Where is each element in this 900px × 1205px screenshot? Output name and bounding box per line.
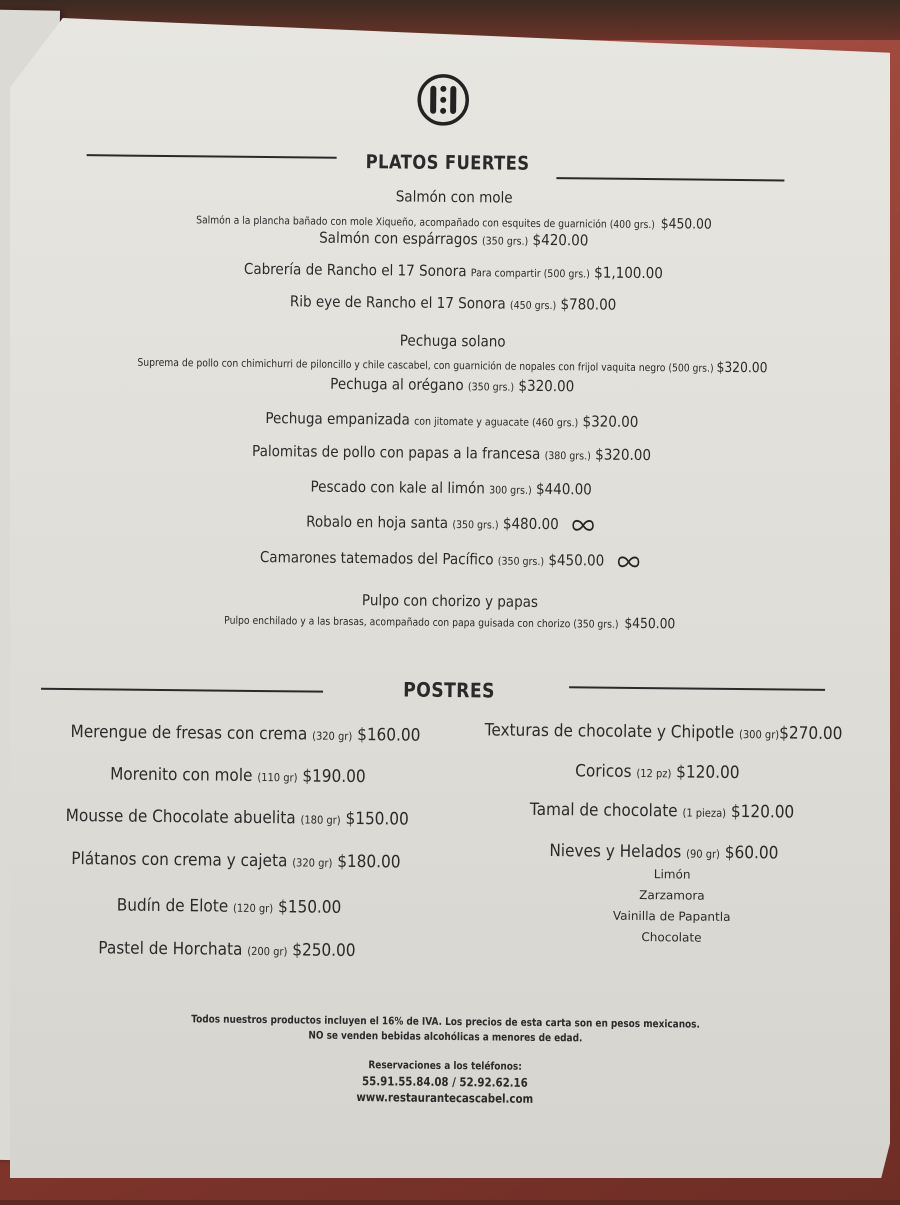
alcohol-note: NO se venden bebidas alcohólicas a menores de edad. [308, 1029, 583, 1045]
main-item-name: Pechuga solano [399, 331, 506, 351]
title-rule-left [41, 688, 323, 692]
title-rule-right [569, 686, 825, 690]
flavor-item: Zarzamora [639, 887, 705, 903]
title-rule-left [87, 154, 337, 158]
section-title-mains: PLATOS FUERTES [365, 151, 530, 175]
restaurant-logo-icon [417, 74, 470, 127]
main-item: Pechuga empanizada con jitomate y aguacate (460 grs.) $320.00 [265, 409, 639, 431]
title-rule-right [556, 177, 784, 181]
main-item-desc: Suprema de pollo con chimichurri de piloncillo y chile cascabel, con guarnición de nopales con frijol vaquita negro (500 grs.) $320.00 [137, 356, 768, 377]
reservations-label: Reservaciones a los teléfonos: [368, 1059, 522, 1073]
flavor-item: Limón [653, 867, 691, 882]
dessert-item: Morenito con mole (110 gr) $190.00 [110, 764, 366, 788]
main-item: Pechuga al orégano (350 grs.) $320.00 [330, 374, 575, 396]
main-item: Rib eye de Rancho el 17 Sonora (450 grs.) $780.00 [289, 292, 617, 314]
dessert-item: Nieves y Helados (90 gr) $60.00 [549, 841, 779, 864]
main-item: Cabrería de Rancho el 17 Sonora Para compartir (500 grs.) $1,100.00 [243, 259, 664, 283]
dessert-item: Plátanos con crema y cajeta (320 gr) $180.00 [71, 849, 401, 873]
dessert-item: Mousse de Chocolate abuelita (180 gr) $150.00 [65, 805, 409, 830]
dessert-item: Budín de Elote (120 gr) $150.00 [116, 895, 342, 918]
main-item-desc: Pulpo enchilado y a las brasas, acompañado con papa guisada con chorizo (350 grs.) $450.00 [224, 614, 676, 633]
phone-numbers: 55.91.55.84.08 / 52.92.62.16 [362, 1074, 528, 1090]
ice-cream-flavors [556, 863, 787, 949]
main-item-name: Salmón con mole [395, 187, 513, 207]
dessert-item: Pastel de Horchata (200 gr) $250.00 [98, 938, 356, 962]
section-title-desserts: POSTRES [403, 677, 496, 703]
infinity-icon [570, 518, 595, 532]
main-item-desc: Salmón a la plancha bañado con mole Xiqueño, acompañado con esquites de guarnición (400 grs.) $450.00 [196, 214, 712, 233]
website-link: www.restaurantecascabel.com [356, 1090, 534, 1106]
dessert-item: Tamal de chocolate (1 pieza) $120.00 [529, 799, 795, 823]
main-item: Palomitas de pollo con papas a la francesa (380 grs.) $320.00 [251, 441, 652, 465]
main-item: Pescado con kale al limón 300 grs.) $440.00 [310, 477, 592, 499]
main-item: Salmón con espárragos (350 grs.) $420.00 [319, 228, 589, 250]
dessert-item: Texturas de chocolate y Chipotle (300 gr)$270.00 [484, 720, 843, 745]
dessert-item: Merengue de fresas con crema (320 gr) $160.00 [70, 722, 421, 746]
flavor-item: Vainilla de Papantla [612, 908, 731, 924]
dessert-item: Coricos (12 pz) $120.00 [575, 761, 740, 784]
flavor-item: Chocolate [641, 930, 702, 945]
main-item: Camarones tatemados del Pacífico (350 grs.) $450.00 [45, 546, 855, 572]
main-item-name: Pulpo con chorizo y papas [361, 591, 539, 611]
main-item: Robalo en hoja santa (350 grs.) $480.00 [46, 510, 856, 536]
tax-note: Todos nuestros productos incluyen el 16% de IVA. Los precios de esta carta son en pesos mexicanos. [191, 1013, 700, 1031]
infinity-icon [616, 554, 641, 568]
